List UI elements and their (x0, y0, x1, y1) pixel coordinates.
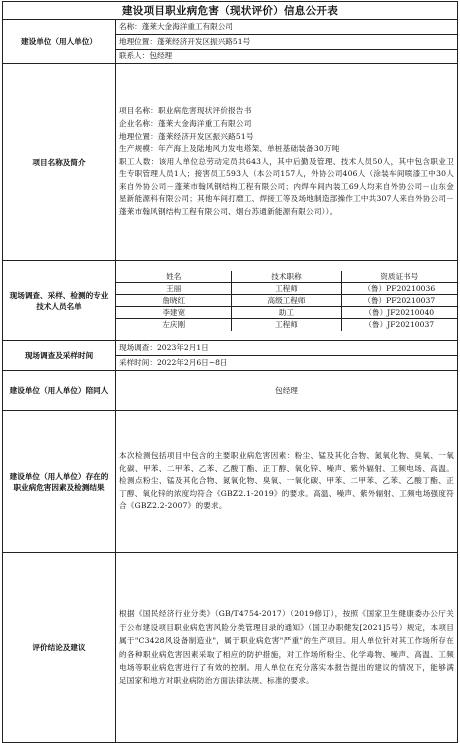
unit-contact-value: 包经理 (149, 51, 173, 61)
disclosure-page (2, 1, 458, 727)
staff-title: 工程师 (232, 283, 341, 295)
staff-header-name: 姓名 (116, 271, 232, 283)
project-location-line: 地理位置：蓬莱经济开发区振兴路51号 (119, 131, 254, 141)
unit-name-value: 蓬莱大金海洋重工有限公司 (141, 21, 233, 31)
staff-name: 左庆刚 (116, 319, 232, 331)
unit-cell (116, 20, 458, 64)
project-staff-line: 职工人数：该用人单位总劳动定员共643人，其中后勤及管理、技术人员50人，其中包含职业卫生专职管理人员1人；接害员工593人（本公司157人，外协公司406人（涂装车间喷漆工中30人来自外协公司－蓬莱市翰风钢结构工程有限公司；内焊车间内装工69人均来自外协公司－山东金星新能源科有限公司；其他车间打磨工、焊接工等及场地制造部操作工中共307人来自外协公司－蓬莱市翰风钢结构工程有限公司、烟台苏通新能源有限公司））。 (119, 156, 454, 217)
page-title: 建设项目职业病危害（现状评价）信息公开表 (2, 1, 458, 19)
unit-location-value: 蓬莱经济开发区振兴路51号 (156, 36, 251, 46)
sampling-date-key: 采样时间： (119, 357, 157, 367)
table-row (116, 307, 457, 319)
unit-location-row (116, 34, 457, 49)
survey-date-key: 现场调查： (119, 343, 157, 353)
staff-cert: （鲁）JF20210040 (341, 307, 457, 319)
hazards-text: 本次检测包括项目中包含的主要职业病危害因素：粉尘、锰及其化合物、氮氧化物、臭氧、一氧化碳、甲苯、二甲苯、乙苯、乙酸丁酯、正丁醇、氧化锌、噪声、紫外辐射、工频电场、高温。检测点粉尘、锰及其化合物、氮氧化物、臭氧、一氧化碳、甲苯、二甲苯、乙苯、乙酸丁酯、正丁醇、氧化锌的浓度均符合《GBZ2.1-2019》的要求。高温、噪声、紫外辐射、工频电场强度符合《GBZ2.2-2007》的要求。 (116, 411, 458, 553)
staff-title: 高级工程师 (232, 295, 341, 307)
staff-header-cert: 资质证书号 (341, 271, 457, 283)
sampling-date-row (116, 356, 457, 370)
staff-name: 王丽 (116, 283, 232, 295)
staff-header-title: 技术职称 (232, 271, 341, 283)
staff-cert: （鲁）PF20210037 (341, 295, 457, 307)
survey-cell (116, 341, 458, 371)
staff-table (116, 271, 457, 331)
project-cell (116, 64, 458, 261)
staff-cert: （鲁）PF20210036 (341, 283, 457, 295)
staff-name: 詹晓红 (116, 295, 232, 307)
escort-row (3, 371, 458, 411)
info-table (2, 19, 458, 743)
table-row (116, 319, 457, 331)
conclusion-label: 评价结论及建议 (3, 553, 116, 743)
project-label: 项目名称及简介 (3, 64, 116, 261)
staff-title: 工程师 (232, 319, 341, 331)
conclusion-row (3, 553, 458, 743)
unit-label: 建设单位（用人单位） (3, 20, 116, 64)
escort-value: 包经理 (116, 371, 458, 411)
project-scale-line: 生产规模：年产海上及陆地风力发电塔架、单桩基础装备30万吨 (119, 144, 340, 154)
survey-date-row (116, 342, 457, 356)
survey-row (3, 341, 458, 371)
project-row (3, 64, 458, 261)
unit-contact-row (116, 49, 457, 63)
survey-date-value: 2023年2月1日 (156, 343, 209, 353)
staff-title: 助工 (232, 307, 341, 319)
project-name-line: 项目名称：职业病危害现状评价报告书 (119, 106, 252, 116)
table-row (116, 283, 457, 295)
survey-label: 现场调查及采样时间 (3, 341, 116, 371)
staff-cert: （鲁）JF20210037 (364, 320, 435, 330)
unit-inner (116, 20, 457, 63)
sampling-date-value: 2022年2月6日~8日 (156, 357, 228, 367)
escort-label: 建设单位（用人单位）陪同人 (3, 371, 116, 411)
hazards-label: 建设单位（用人单位）存在的职业病危害因素及检测结果 (3, 411, 116, 553)
staff-label: 现场调查、采样、检测的专业技术人员名单 (3, 261, 116, 341)
unit-contact-key: 联系人： (119, 51, 150, 61)
unit-name-key: 名称： (119, 21, 142, 31)
conclusion-text: 根据《国民经济行业分类》（GB/T4754-2017）（2019修订），按照《国家卫生健康委办公厅关于公布建设项目职业病危害风险分类管理目录的通知》（国卫办职健发[2021]5号）规定，本项目属于"C3428风设备制造业"，属于职业病危害"严重"的生产项目。用人单位针对其工作场所存在的各种职业病危害因素采取了相应的防护措施，对工作场所粉尘、化学毒物、噪声、高温、工频电场等职业病危害进行了有效的控制。用人单位在充分落实本报告提出的建议的情况下，能够满足国家和地方对职业病防治方面法律法规、标准的要求。 (116, 553, 458, 743)
unit-row (3, 20, 458, 64)
project-company-line: 企业名称：蓬莱大金海洋重工有限公司 (119, 118, 252, 128)
staff-row (3, 261, 458, 341)
unit-name-row (116, 20, 457, 34)
staff-header-row (116, 271, 457, 283)
unit-location-key: 地理位置： (119, 36, 157, 46)
hazards-row (3, 411, 458, 553)
survey-inner (116, 342, 457, 370)
staff-cell (116, 261, 458, 341)
table-row (116, 295, 457, 307)
staff-name: 李建宽 (116, 307, 232, 319)
